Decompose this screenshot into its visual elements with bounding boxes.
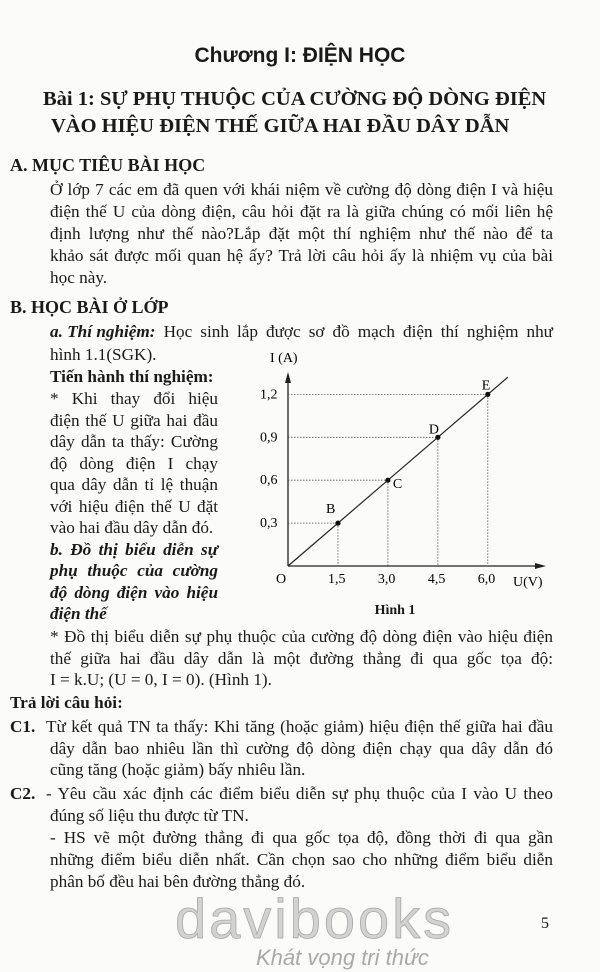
watermark-logo: davibooks	[175, 887, 455, 950]
c2-line: phân bố đều hai bên đường thẳng đó.	[50, 872, 306, 891]
c1-line: cũng tăng (hoặc giảm) bấy nhiêu lần.	[50, 760, 306, 780]
experiment-text: Học sinh lắp được sơ đồ mạch điện thí nghiệm như	[155, 322, 553, 341]
graph-note-line: thế giữa hai đầu dây dẫn là một đường thẳng đi qua gốc tọa độ:	[50, 648, 553, 668]
x-axis-label: U(V)	[513, 575, 543, 590]
graph-heading-line: phụ thuộc của cường	[50, 561, 218, 581]
graph-note-line: I = k.U; (U = 0, I = 0). (Hình 1).	[50, 670, 272, 689]
x-axis-arrow-icon	[535, 563, 546, 569]
y-tick-label: 0,3	[260, 516, 278, 532]
c2-line: những điểm biểu diễn nhất. Cần chọn sao cho những điểm biểu diễn	[50, 850, 553, 869]
section-a-line: học này.	[50, 268, 108, 287]
procedure-line: vào hai đầu dây dẫn đó.	[50, 518, 214, 537]
figure-caption: Hình 1	[374, 603, 416, 618]
data-point-B	[335, 521, 340, 526]
point-label: D	[428, 422, 439, 438]
c2-line: - Yêu cầu xác định các điểm biểu diễn sự phụ thuộc của I vào U theo	[46, 784, 553, 803]
x-tick-label: 3,0	[377, 572, 396, 587]
y-axis-arrow-icon	[285, 372, 291, 383]
answers-heading: Trả lời câu hỏi:	[10, 693, 123, 712]
procedure-line: * Khi thay đổi hiệu	[50, 389, 218, 408]
section-a-heading: A. MỤC TIÊU BÀI HỌC	[10, 155, 206, 175]
section-a-line: Ở lớp 7 các em đã quen với khái niệm về cường độ dòng điện I và hiệu	[50, 180, 553, 199]
graph-note-line: * Đồ thị biểu diễn sự phụ thuộc của cường độ dòng điện vào hiệu điện	[50, 627, 553, 646]
section-a-line: khảo sát được mối quan hệ ấy? Trả lời câu hỏi ấy là nhiệm vụ của bài	[50, 246, 553, 265]
graph-heading-line: b. Đồ thị biểu diễn sự	[50, 540, 218, 559]
fit-line	[288, 377, 508, 566]
y-tick-label: 0,6	[260, 473, 278, 489]
procedure-heading: Tiến hành thí nghiệm:	[50, 367, 214, 386]
page-number: 5	[541, 915, 549, 932]
lesson-title-line-1: Bài 1: SỰ PHỤ THUỘC CỦA CƯỜNG ĐỘ DÒNG ĐIỆN	[43, 88, 547, 110]
point-label: B	[325, 502, 336, 518]
graph-heading-line: độ dòng điện vào hiệu	[50, 582, 218, 602]
c2-label: C2.	[10, 784, 36, 803]
origin-label: O	[276, 572, 287, 587]
x-tick-label: 1,5	[327, 572, 346, 587]
graph-heading-line: điện thế	[50, 603, 107, 623]
c1-line: dây dẫn bao nhiêu lần thì cường độ dòng điện chạy qua dây dẫn đó	[50, 738, 553, 758]
experiment-label: a. Thí nghiệm:	[50, 322, 156, 341]
c2-line: - HS vẽ một đường thẳng đi qua gốc tọa độ, đồng thời đi qua gần	[50, 828, 553, 847]
x-tick-label: 6,0	[477, 572, 496, 587]
c1-label: C1.	[10, 717, 36, 736]
section-b-heading: B. HỌC BÀI Ở LỚP	[10, 297, 169, 317]
watermark-slogan: Khát vọng tri thức	[256, 945, 429, 970]
experiment-line	[50, 321, 553, 343]
experiment-line-2: hình 1.1(SGK).	[50, 345, 157, 364]
figure-current-vs-voltage	[255, 345, 555, 595]
section-a-line: định lượng như thế nào?Lắp đặt một thí nghiệm như thế nào để ta	[50, 224, 553, 243]
point-label: C	[392, 477, 403, 493]
procedure-line: với hiệu điện thế U đặt	[50, 496, 218, 516]
lesson-title-line-2: VÀO HIỆU ĐIỆN THẾ GIỮA HAI ĐẦU DÂY DẪN	[51, 115, 510, 137]
c2-line: đúng số liệu thu được từ TN.	[50, 806, 249, 825]
section-a-line: điện thế U của dòng điện, câu hỏi đặt ra là giữa chúng có mối liên hệ	[50, 202, 553, 221]
y-tick-label: 1,2	[260, 387, 278, 403]
y-tick-label: 0,9	[260, 430, 278, 446]
x-tick-label: 4,5	[427, 572, 446, 587]
procedure-line: độ dòng điện I chạy	[50, 453, 218, 473]
procedure-line: điện thế U giữa hai đầu	[50, 410, 218, 430]
chapter-title: Chương I: ĐIỆN HỌC	[194, 44, 406, 67]
y-axis-label: I (A)	[270, 351, 298, 366]
procedure-line: dây dẫn ta thấy: Cường	[50, 432, 218, 451]
c1-line: Từ kết quả TN ta thấy: Khi tăng (hoặc giảm) hiệu điện thế giữa hai đầu	[46, 717, 553, 736]
point-label: E	[481, 378, 491, 394]
procedure-line: qua dây dẫn tỉ lệ thuận	[50, 475, 218, 494]
data-point-C	[385, 478, 390, 483]
